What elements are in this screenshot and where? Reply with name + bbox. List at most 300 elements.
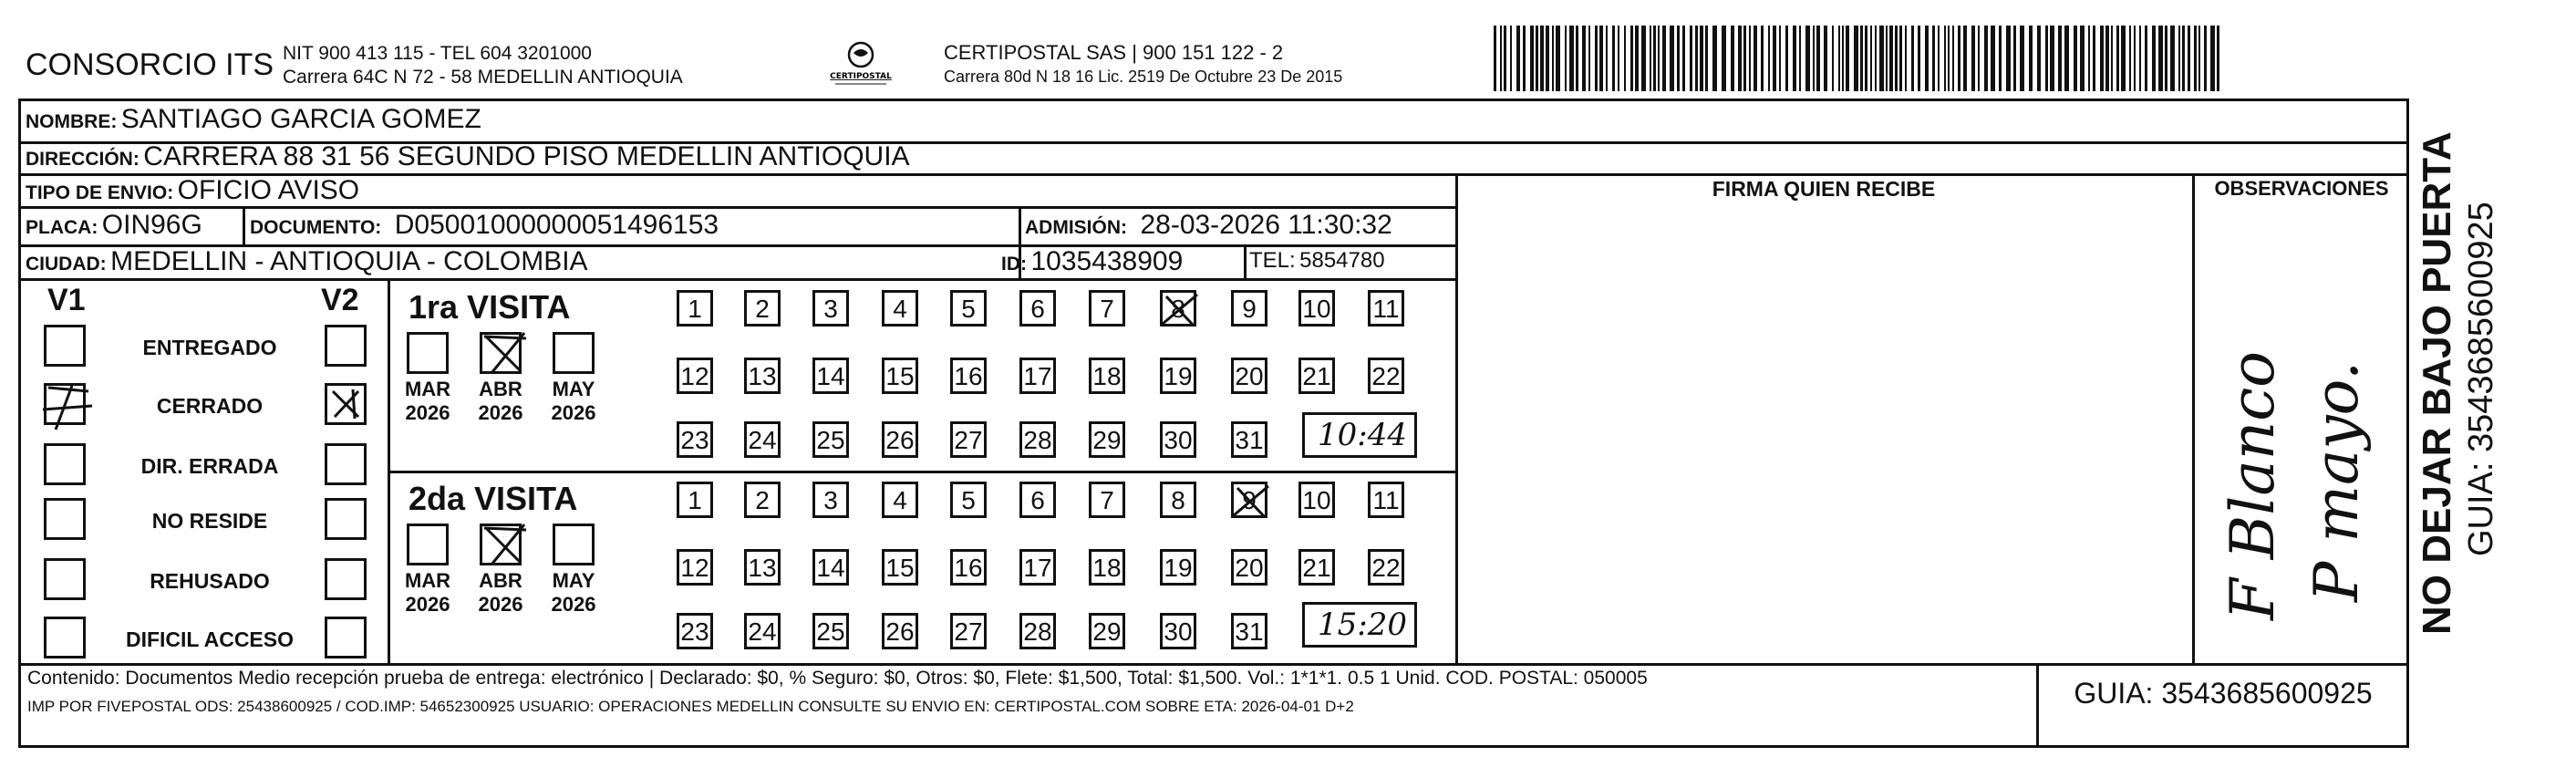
day-number: 12: [680, 554, 709, 582]
v2-checkbox[interactable]: [325, 617, 367, 658]
barcode-bar: [1662, 26, 1666, 91]
observaciones-header: OBSERVACIONES: [2214, 177, 2389, 200]
month-name: MAR: [404, 569, 451, 592]
v2-checkbox[interactable]: [325, 443, 367, 485]
day-box[interactable]: [882, 482, 918, 518]
barcode-bar: [1925, 26, 1929, 91]
barcode-bar: [1799, 26, 1801, 91]
status-option-label: DIFICIL ACCESO: [125, 627, 294, 651]
barcode-bar: [2210, 26, 2215, 91]
barcode-bar: [1546, 26, 1549, 91]
v2-checkbox[interactable]: [325, 498, 367, 540]
barcode-bar: [1944, 26, 1946, 91]
barcode-bar: [1870, 26, 1872, 91]
day-box[interactable]: [1089, 358, 1125, 394]
day-number: 29: [1092, 617, 1122, 646]
month-checkbox[interactable]: [480, 524, 522, 565]
barcode-bar: [1793, 26, 1796, 91]
day-number: 4: [893, 486, 907, 514]
day-box[interactable]: [1231, 290, 1267, 327]
barcode-bar: [2170, 26, 2175, 91]
day-number: 8: [1171, 295, 1185, 323]
tel-label: TEL:: [1249, 248, 1296, 273]
barcode-bar: [1700, 26, 1703, 91]
month-label: [473, 569, 528, 617]
placa-value: OIN96G: [101, 210, 202, 240]
day-number: 8: [1171, 486, 1185, 514]
barcode-bar: [1504, 26, 1506, 91]
day-number: 25: [816, 617, 845, 646]
day-box[interactable]: [882, 358, 918, 394]
visit2-time: [1302, 602, 1417, 648]
barcode-bar: [1569, 26, 1574, 91]
day-box[interactable]: [1160, 482, 1196, 518]
day-number: 7: [1100, 295, 1114, 323]
day-box[interactable]: [1298, 358, 1335, 394]
barcode-bar: [1779, 26, 1781, 91]
barcode-bar: [1705, 26, 1708, 91]
day-box[interactable]: [882, 290, 918, 327]
barcode-bar: [1886, 26, 1888, 91]
day-box[interactable]: [812, 613, 849, 649]
company-name: CONSORCIO ITS: [26, 47, 274, 82]
placa-cell: [26, 210, 202, 241]
day-number: 11: [1372, 486, 1400, 514]
barcode-bar: [2182, 26, 2185, 91]
barcode-bar: [1582, 26, 1586, 91]
day-number: 17: [1023, 554, 1052, 582]
day-box[interactable]: [1089, 290, 1125, 327]
barcode-bar: [1761, 26, 1764, 91]
barcode-bar: [1785, 26, 1788, 91]
barcode-bar: [1670, 26, 1674, 91]
barcode-bar: [2058, 26, 2062, 91]
id-value: 1035438909: [1030, 246, 1184, 276]
day-box[interactable]: [812, 549, 849, 586]
day-box[interactable]: [677, 482, 713, 518]
day-number: 1: [688, 295, 702, 323]
day-box[interactable]: [950, 613, 987, 649]
month-checkbox[interactable]: [553, 524, 595, 565]
day-box[interactable]: [744, 549, 781, 586]
day-number: 14: [816, 554, 845, 582]
tel-cell: [1249, 248, 1385, 274]
v2-checkbox[interactable]: [325, 325, 367, 367]
month-year: 2026: [405, 401, 450, 424]
v1-checkbox[interactable]: [44, 498, 86, 540]
day-number: 9: [1242, 486, 1257, 514]
placa-label: PLACA:: [26, 217, 98, 238]
barcode-bar: [1854, 26, 1858, 91]
day-number: 12: [680, 362, 709, 390]
day-number: 26: [885, 617, 915, 646]
day-box[interactable]: [950, 358, 987, 394]
month-checkbox[interactable]: [407, 332, 449, 374]
v1-checkbox[interactable]: [44, 558, 86, 600]
barcode-bar: [1932, 26, 1935, 91]
barcode-bar: [1516, 26, 1520, 91]
barcode-bar: [1991, 26, 1995, 91]
day-number: 27: [954, 426, 983, 454]
barcode-bar: [1641, 26, 1646, 91]
day-number: 3: [823, 295, 838, 323]
barcode-bar: [1838, 26, 1840, 91]
barcode-bar: [2198, 26, 2200, 91]
month-name: MAY: [552, 569, 595, 592]
day-number: 19: [1164, 362, 1193, 390]
day-box[interactable]: [1368, 549, 1404, 586]
documento-value: D05001000000051496153: [394, 210, 719, 240]
day-box[interactable]: [744, 613, 781, 649]
barcode-bar: [1540, 26, 1544, 91]
day-box[interactable]: [1231, 358, 1267, 394]
day-number: 20: [1235, 362, 1264, 390]
month-year: 2026: [551, 401, 596, 424]
tipo-label: TIPO DE ENVIO:: [26, 182, 174, 203]
day-number: 22: [1371, 362, 1401, 390]
barcode-bar: [1948, 26, 1950, 91]
barcode-bar: [2134, 26, 2136, 91]
visit2-time-value: 15:20: [1318, 607, 1407, 643]
nombre-row: [26, 104, 481, 135]
v2-checkbox[interactable]: [325, 383, 367, 425]
barcode-bar: [1738, 26, 1742, 91]
tel-value: 5854780: [1299, 248, 1385, 273]
v1-checkbox[interactable]: [44, 383, 86, 425]
side-guia: GUIA: 3543685600925: [2462, 202, 2500, 556]
barcode-bar: [1816, 26, 1820, 91]
barcode-bar: [1510, 26, 1512, 91]
month-label: [400, 569, 455, 617]
barcode-bar: [1905, 26, 1907, 91]
day-number: 2: [755, 295, 770, 323]
status-option-label: CERRADO: [156, 394, 264, 418]
day-number: 21: [1302, 554, 1331, 582]
visit1-title: 1ra VISITA: [409, 288, 571, 326]
barcode-bar: [1712, 26, 1717, 91]
barcode-bar: [2178, 26, 2180, 91]
day-number: 23: [680, 426, 709, 454]
day-box[interactable]: [812, 421, 849, 458]
barcode-bar: [2064, 26, 2069, 91]
barcode-bar: [1971, 26, 1975, 91]
day-box[interactable]: [950, 421, 987, 458]
barcode-bar: [1682, 26, 1685, 91]
day-number: 15: [885, 554, 915, 582]
barcode-bar: [1754, 26, 1757, 91]
barcode-bar: [2020, 26, 2024, 91]
day-box[interactable]: [1019, 482, 1056, 518]
certipostal-license: Carrera 80d N 18 16 Lic. 2519 De Octubre 23 De 2015: [944, 67, 1343, 86]
month-year: 2026: [478, 593, 523, 616]
day-box[interactable]: [744, 290, 781, 327]
day-box[interactable]: [1019, 613, 1056, 649]
day-number: 31: [1235, 617, 1264, 646]
day-number: 14: [816, 362, 845, 390]
day-box[interactable]: [1160, 421, 1196, 458]
observation-line-2: P mayo.: [2302, 360, 2372, 602]
day-number: 31: [1235, 426, 1264, 454]
v1-header: V1: [47, 283, 86, 317]
barcode-bar: [1952, 26, 1954, 91]
barcode-bar: [1875, 26, 1877, 91]
barcode-bar: [1595, 26, 1598, 91]
day-number: 6: [1030, 486, 1045, 514]
month-checkbox[interactable]: [553, 332, 595, 374]
day-box[interactable]: [1019, 290, 1056, 327]
day-number: 16: [954, 554, 983, 582]
day-number: 13: [748, 554, 777, 582]
barcode-bar: [1749, 26, 1751, 91]
barcode-bar: [2129, 26, 2131, 91]
v2-checkbox[interactable]: [325, 558, 367, 600]
barcode-bar: [2111, 26, 2113, 91]
day-box[interactable]: [1160, 613, 1196, 649]
day-number: 10: [1302, 295, 1331, 323]
day-box[interactable]: [882, 549, 918, 586]
day-number: 28: [1023, 426, 1052, 454]
day-box[interactable]: [677, 290, 713, 327]
day-number: 29: [1092, 426, 1122, 454]
admision-value: 28-03-2026 11:30:32: [1140, 210, 1392, 240]
day-box[interactable]: [677, 613, 713, 649]
barcode-bar: [1768, 26, 1770, 91]
day-number: 22: [1371, 554, 1401, 582]
barcode-bar: [1523, 26, 1526, 91]
day-number: 3: [823, 486, 838, 514]
barcode-bar: [2165, 26, 2167, 91]
day-number: 10: [1302, 486, 1331, 514]
documento-label: DOCUMENTO:: [250, 217, 382, 238]
direccion-value: CARRERA 88 31 56 SEGUNDO PISO MEDELLIN ANTIOQUIA: [143, 141, 910, 171]
day-box[interactable]: [1368, 482, 1404, 518]
barcode-bar: [2145, 26, 2147, 91]
v2-header: V2: [321, 283, 359, 317]
day-box[interactable]: [1089, 482, 1125, 518]
day-box[interactable]: [1160, 358, 1196, 394]
status-option-label: DIR. ERRADA: [140, 454, 279, 478]
barcode-bar: [1824, 26, 1827, 91]
barcode-bar: [1918, 26, 1920, 91]
day-box[interactable]: [950, 290, 987, 327]
barcode-bar: [2080, 26, 2085, 91]
month-name: MAY: [552, 378, 595, 400]
observation-line-1: F Blanco: [2218, 351, 2288, 620]
company-address: Carrera 64C N 72 - 58 MEDELLIN ANTIOQUIA: [283, 67, 683, 88]
barcode-bar: [2139, 26, 2141, 91]
day-box[interactable]: [1368, 290, 1404, 327]
month-year: 2026: [551, 593, 596, 616]
barcode-bar: [1846, 26, 1849, 91]
day-number: 20: [1235, 554, 1264, 582]
barcode-bar: [1895, 26, 1898, 91]
barcode-bar: [1599, 26, 1603, 91]
barcode-bar: [1536, 26, 1538, 91]
day-box[interactable]: [744, 358, 781, 394]
certipostal-nit: CERTIPOSTAL SAS | 900 151 122 - 2: [944, 41, 1284, 64]
day-number: 13: [748, 362, 777, 390]
day-box[interactable]: [744, 482, 781, 518]
svg-text:CERTIPOSTAL: CERTIPOSTAL: [830, 72, 892, 81]
day-box[interactable]: [1019, 549, 1056, 586]
day-box[interactable]: [1019, 358, 1056, 394]
barcode-bar: [2217, 26, 2219, 91]
day-box[interactable]: [677, 421, 713, 458]
month-checkbox[interactable]: [407, 524, 449, 565]
day-number: 18: [1092, 362, 1122, 390]
day-box[interactable]: [1019, 421, 1056, 458]
day-box[interactable]: [812, 482, 849, 518]
month-label: [473, 378, 528, 425]
barcode-bar: [1690, 26, 1692, 91]
side-no-dejar: NO DEJAR BAJO PUERTA: [2415, 131, 2459, 635]
day-box[interactable]: [1160, 549, 1196, 586]
barcode-bar: [2121, 26, 2126, 91]
day-number: 16: [954, 362, 983, 390]
day-box[interactable]: [1089, 421, 1125, 458]
barcode-bar: [2074, 26, 2077, 91]
day-number: 9: [1242, 295, 1257, 323]
certipostal-logo: [819, 40, 903, 88]
day-box[interactable]: [1089, 613, 1125, 649]
day-number: 24: [748, 617, 777, 646]
barcode-bar: [1635, 26, 1639, 91]
v1-checkbox[interactable]: [44, 325, 86, 367]
barcode-bar: [1588, 26, 1590, 91]
month-name: MAR: [404, 378, 451, 400]
day-box[interactable]: [1368, 358, 1404, 394]
day-box[interactable]: [1231, 613, 1267, 649]
barcode-bar: [2006, 26, 2011, 91]
day-number: 4: [893, 295, 907, 323]
barcode-bar: [1500, 26, 1502, 91]
v1-checkbox[interactable]: [44, 443, 86, 485]
day-number: 2: [755, 486, 770, 514]
day-box[interactable]: [950, 482, 987, 518]
barcode-bar: [2152, 26, 2156, 91]
day-number: 5: [961, 295, 976, 323]
day-number: 6: [1030, 295, 1045, 323]
day-box[interactable]: [812, 290, 849, 327]
day-number: 7: [1100, 486, 1114, 514]
day-box[interactable]: [882, 421, 918, 458]
month-year: 2026: [405, 593, 450, 616]
footer-content: Contenido: Documentos Medio recepción prueba de entrega: electrónico | Declarado: $0, % Seguro: $0, Otros: $0, Flete: $1,500, Total: $1,500. Vol.: 1*1*1. 0.5 1 Unid. COD. POSTAL: 050005: [27, 668, 1648, 689]
day-number: 30: [1164, 426, 1193, 454]
barcode-bar: [1606, 26, 1608, 91]
barcode-bar: [1832, 26, 1834, 91]
day-number: 17: [1023, 362, 1052, 390]
barcode-bar: [1743, 26, 1746, 91]
barcode-bar: [1805, 26, 1810, 91]
id-cell: [1001, 246, 1183, 277]
barcode-bar: [2050, 26, 2054, 91]
day-box[interactable]: [744, 421, 781, 458]
barcode-bar: [2158, 26, 2163, 91]
month-label: [400, 378, 455, 425]
v1-checkbox[interactable]: [44, 617, 86, 658]
ciudad-value: MEDELLIN - ANTIOQUIA - COLOMBIA: [110, 246, 588, 276]
month-name: ABR: [479, 569, 522, 592]
barcode-bar: [1984, 26, 1988, 91]
day-number: 23: [680, 617, 709, 646]
barcode-bar: [2105, 26, 2109, 91]
day-box[interactable]: [950, 549, 987, 586]
day-box[interactable]: [1089, 549, 1125, 586]
barcode-bar: [1899, 26, 1902, 91]
barcode-bar: [1978, 26, 1980, 91]
day-box[interactable]: [1231, 421, 1267, 458]
firma-header: FIRMA QUIEN RECIBE: [1712, 177, 1936, 201]
barcode-bar: [1653, 26, 1656, 91]
status-option-label: REHUSADO: [150, 569, 270, 593]
day-box[interactable]: [1298, 290, 1335, 327]
barcode-bar: [2029, 26, 2033, 91]
barcode-bar: [1938, 26, 1940, 91]
barcode-bar: [1963, 26, 1967, 91]
barcode-bar: [2093, 26, 2095, 91]
month-label: [546, 378, 601, 425]
admision-label: ADMISIÓN:: [1025, 217, 1127, 238]
day-number: 21: [1302, 362, 1331, 390]
barcode: [1494, 26, 2223, 91]
company-nit: NIT 900 413 115 - TEL 604 3201000: [283, 43, 592, 64]
day-box[interactable]: [677, 549, 713, 586]
day-box[interactable]: [1231, 482, 1267, 518]
barcode-bar: [1879, 26, 1884, 91]
barcode-bar: [1494, 26, 1496, 91]
day-number: 15: [885, 362, 915, 390]
day-number: 24: [748, 426, 777, 454]
day-number: 19: [1164, 554, 1193, 582]
day-box[interactable]: [1298, 549, 1335, 586]
visit2-title: 2da VISITA: [409, 480, 578, 517]
month-year: 2026: [478, 401, 523, 424]
day-box[interactable]: [677, 358, 713, 394]
direccion-row: [26, 141, 910, 172]
barcode-bar: [1731, 26, 1734, 91]
barcode-bar: [1576, 26, 1578, 91]
visit1-time: [1302, 412, 1417, 458]
id-label: ID:: [1001, 254, 1027, 275]
month-label: [546, 569, 601, 617]
day-box[interactable]: [1298, 482, 1335, 518]
day-box[interactable]: [812, 358, 849, 394]
day-number: 26: [885, 426, 915, 454]
barcode-bar: [1813, 26, 1815, 91]
tipo-value: OFICIO AVISO: [177, 175, 360, 205]
status-option-label: ENTREGADO: [142, 336, 277, 359]
barcode-bar: [2013, 26, 2016, 91]
day-box[interactable]: [1160, 290, 1196, 327]
month-checkbox[interactable]: [480, 332, 522, 374]
barcode-bar: [1612, 26, 1615, 91]
barcode-bar: [2204, 26, 2207, 91]
nombre-label: NOMBRE:: [26, 111, 118, 132]
day-number: 18: [1092, 554, 1122, 582]
barcode-bar: [1565, 26, 1567, 91]
day-box[interactable]: [1231, 549, 1267, 586]
month-name: ABR: [479, 378, 522, 400]
day-box[interactable]: [882, 613, 918, 649]
barcode-bar: [1618, 26, 1619, 91]
barcode-bar: [1889, 26, 1893, 91]
status-option-label: NO RESIDE: [151, 509, 268, 533]
footer-guia: GUIA: 3543685600925: [2074, 677, 2373, 710]
day-number: 1: [688, 486, 702, 514]
barcode-bar: [1911, 26, 1914, 91]
day-number: 5: [961, 486, 976, 514]
